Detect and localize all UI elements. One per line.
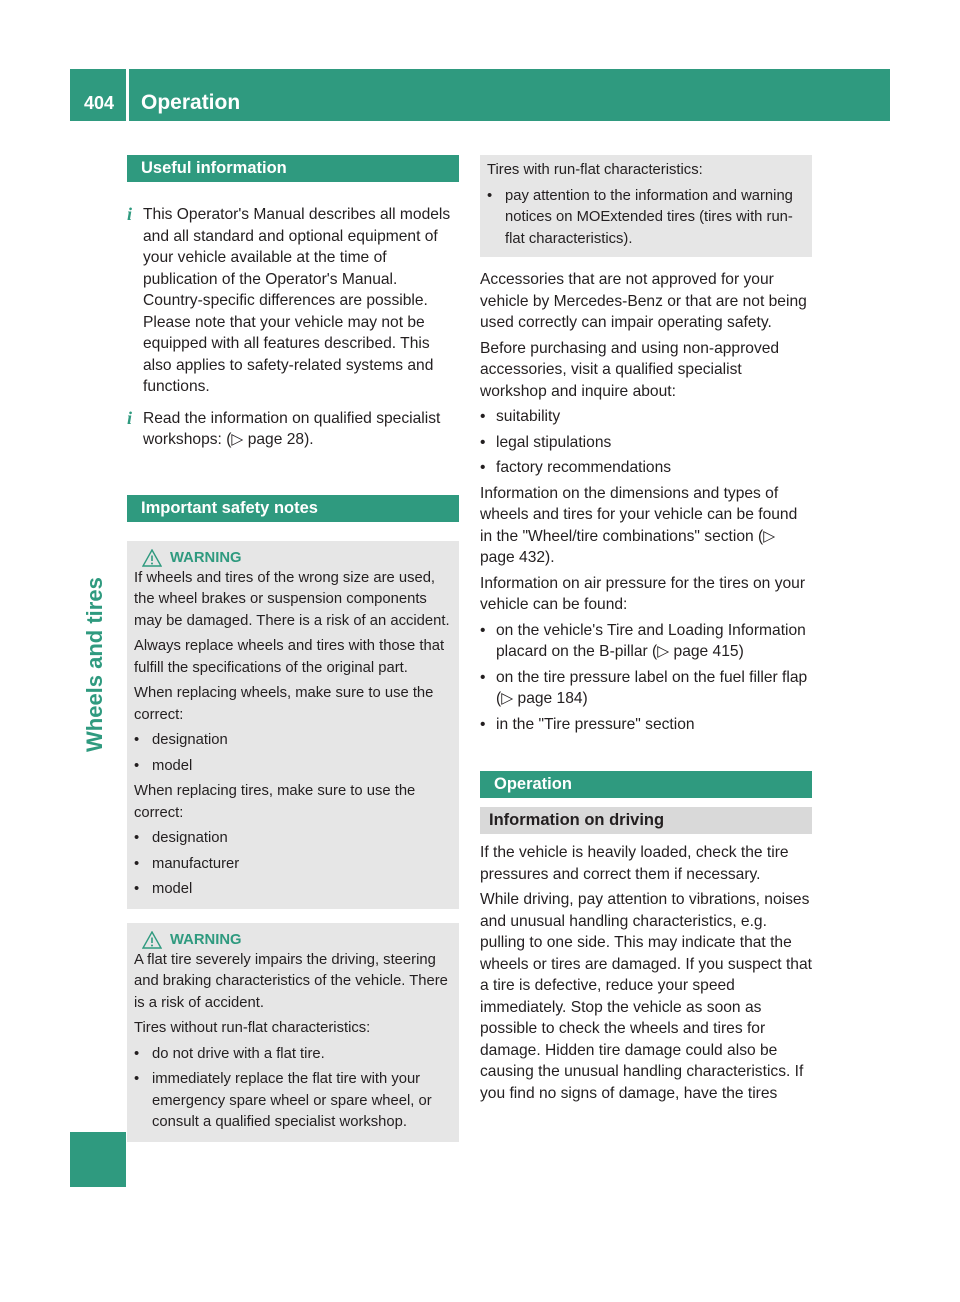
info-text: Read the information on qualified specialist workshops: (▷ page 28).	[143, 409, 441, 448]
list-item: • model	[134, 756, 452, 778]
warning-box	[127, 541, 459, 909]
warning-text: A flat tire severely impairs the driving, steering and braking characteristics of the vehicle. There is a risk of accident.	[134, 951, 448, 1011]
header-divider	[126, 69, 129, 121]
warning-box	[127, 923, 459, 1142]
list-item: • suitability	[480, 406, 812, 428]
info-icon: i	[127, 204, 133, 224]
list-item: • model	[134, 879, 452, 901]
list-item: • on the vehicle's Tire and Loading Information placard on the B-pillar (▷ page 415)	[480, 620, 812, 663]
chapter-title: Operation	[141, 91, 241, 114]
warning-title	[134, 931, 452, 949]
safety-heading: Important safety notes	[127, 495, 459, 522]
body-text: Accessories that are not approved for your vehicle by Mercedes-Benz or that are not being used correctly can impair operating safety.	[480, 271, 807, 331]
list-item: • designation	[134, 828, 452, 850]
page-number: 404	[84, 93, 115, 113]
driving-heading: Information on driving	[480, 807, 812, 834]
box-text: Tires with run-flat characteristics:	[487, 162, 703, 178]
warning-label: WARNING	[170, 931, 242, 948]
info-text: This Operator's Manual describes all models and all standard and optional equipment of your vehicle available at the time of publication of the Operator's Manual. Country-specific differences are possible. Please note that your vehicle may not be equipped with all features described. This also applies to safety-related systems and functions.	[143, 206, 451, 395]
warning-text: If wheels and tires of the wrong size are used, the wheel brakes or suspension components may be damaged. There is a risk of an accident.	[134, 569, 450, 629]
list-item: • immediately replace the flat tire with your emergency spare wheel or spare wheel, or consult a qualified specialist workshop.	[134, 1069, 452, 1134]
right-column	[480, 155, 812, 1108]
left-column	[127, 155, 459, 1142]
warning-text: Always replace wheels and tires with those that fulfill the specifications of the original part.	[134, 638, 445, 676]
info-note	[127, 408, 459, 451]
body-text: Before purchasing and using non-approved accessories, visit a qualified specialist workshop and inquire about:	[480, 339, 780, 400]
warning-title	[134, 549, 452, 567]
list-item: • in the "Tire pressure" section	[480, 714, 812, 736]
side-tab-label: Wheels and tires	[82, 577, 107, 752]
warning-label: WARNING	[170, 549, 242, 566]
warning-triangle-icon	[142, 931, 162, 949]
list-item: • designation	[134, 730, 452, 752]
warning-text: When replacing wheels, make sure to use the correct:	[134, 685, 434, 723]
warning-text: When replacing tires, make sure to use the correct:	[134, 783, 416, 821]
body-text: Information on air pressure for the tires on your vehicle can be found:	[480, 574, 806, 613]
body-text: Information on the dimensions and types of wheels and tires for your vehicle can be found in the "Wheel/tire combinations" section (▷ page 432).	[480, 484, 798, 566]
list-item: • do not drive with a flat tire.	[134, 1044, 452, 1066]
info-note	[127, 204, 459, 398]
warning-text: Tires without run-flat characteristics:	[134, 1020, 371, 1036]
body-text: If the vehicle is heavily loaded, check the tire pressures and correct them if necessary.	[480, 844, 789, 883]
operation-heading: Operation	[480, 771, 812, 798]
list-item: • legal stipulations	[480, 432, 812, 454]
info-icon: i	[127, 407, 133, 428]
list-item: • pay attention to the information and warning notices on MOExtended tires (tires with run-flat characteristics).	[487, 186, 805, 251]
list-item: • manufacturer	[134, 854, 452, 876]
list-item: • on the tire pressure label on the fuel filler flap (▷ page 184)	[480, 667, 812, 710]
useful-info-heading: Useful information	[127, 155, 459, 182]
list-item: • factory recommendations	[480, 457, 812, 479]
warning-triangle-icon	[142, 549, 162, 567]
side-tab-marker	[70, 1132, 126, 1187]
run-flat-box	[480, 155, 812, 257]
body-text: While driving, pay attention to vibrations, noises and unusual handling characteristics, e.g. pulling to one side. This may indicate that the wheels or tires are damaged. If you suspect that a tire is defective, reduce your speed immediately. Stop the vehicle as soon as possible to check the wheels and tires for damage. Hidden tire damage could also be causing the unusual handling characteristics. If you find no signs of damage, have the tires	[480, 891, 812, 1102]
